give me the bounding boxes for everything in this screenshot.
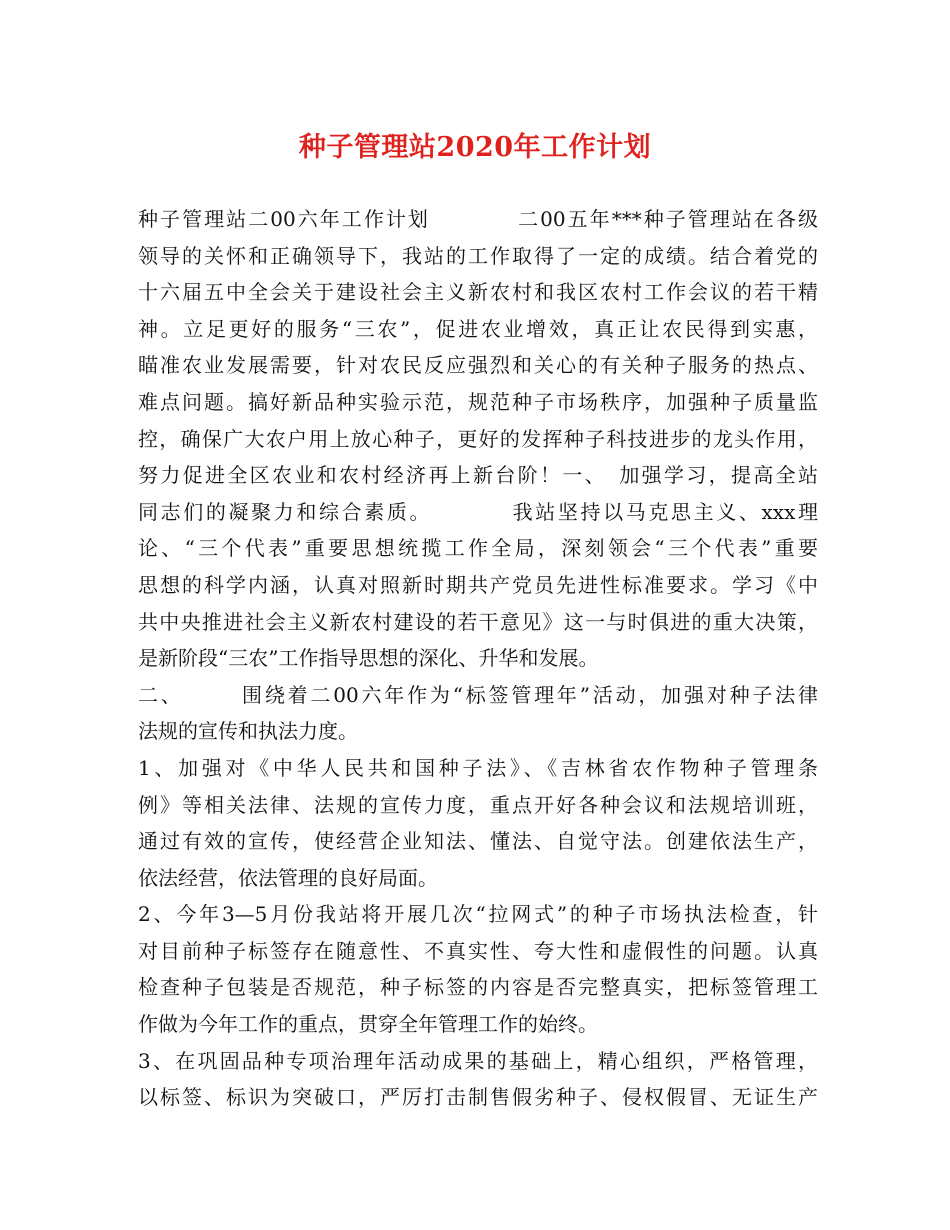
body-line: 法规的宣传和执法力度。 xyxy=(138,719,358,744)
body-line: 2、今年3—5月份我站将开展几次“拉网式”的种子市场执法检查，针 xyxy=(138,902,818,927)
body-line: 对目前种子标签存在随意性、不真实性、夸大性和虚假性的问题。认真 xyxy=(138,938,818,963)
document-title: 种子管理站2020年工作计划 xyxy=(298,132,652,163)
body-line: 论、“三个代表”重要思想统揽工作全局，深刻领会“三个代表”重要 xyxy=(138,536,818,561)
body-line: 瞄准农业发展需要，针对农民反应强烈和关心的有关种子服务的热点、 xyxy=(138,353,818,378)
body-line: 检查种子包装是否规范，种子标签的内容是否完整真实，把标签管理工 xyxy=(138,975,818,1000)
body-line: 十六届五中全会关于建设社会主义新农村和我区农村工作会议的若干精 xyxy=(138,280,818,305)
body-line: 是新阶段“三农”工作指导思想的深化、升华和发展。 xyxy=(138,646,599,671)
body-line: 依法经营，依法管理的良好局面。 xyxy=(138,865,438,890)
body-line: 例》等相关法律、法规的宣传力度，重点开好各种会议和法规培训班， xyxy=(138,792,818,817)
body-line: 以标签、标识为突破口，严厉打击制售假劣种子、侵权假冒、无证生产 xyxy=(138,1085,818,1110)
body-line: 同志们的凝聚力和综合素质。 我站坚持以马克思主义、xxx理 xyxy=(138,499,818,524)
body-line: 通过有效的宣传，使经营企业知法、懂法、自觉守法。创建依法生产， xyxy=(138,829,818,854)
body-line: 种子管理站二00六年工作计划 二00五年***种子管理站在各级 xyxy=(138,207,818,231)
body-line: 领导的关怀和正确领导下，我站的工作取得了一定的成绩。结合着党的 xyxy=(138,243,818,268)
document-body xyxy=(138,201,818,1116)
body-line: 作做为今年工作的重点，贯穿全年管理工作的始终。 xyxy=(138,1012,598,1037)
body-line: 控，确保广大农户用上放心种子，更好的发挥种子科技进步的龙头作用， xyxy=(138,426,818,451)
body-line: 思想的科学内涵，认真对照新时期共产党员先进性标准要求。学习《中 xyxy=(138,572,818,597)
body-line: 神。立足更好的服务“三农”，促进农业增效，真正让农民得到实惠， xyxy=(138,316,818,341)
body-line: 共中央推进社会主义新农村建设的若干意见》这一与时俱进的重大决策， xyxy=(138,609,818,634)
body-line: 难点问题。搞好新品种实验示范，规范种子市场秩序，加强种子质量监 xyxy=(138,389,818,414)
body-line: 努力促进全区农业和农村经济再上新台阶！一、 加强学习，提高全站 xyxy=(138,463,818,488)
body-line: 1、加强对《中华人民共和国种子法》、《吉林省农作物种子管理条 xyxy=(138,755,818,780)
body-line: 二、 围绕着二00六年作为“标签管理年”活动，加强对种子法律 xyxy=(138,682,818,707)
body-line: 3、在巩固品种专项治理年活动成果的基础上，精心组织，严格管理， xyxy=(138,1048,818,1073)
